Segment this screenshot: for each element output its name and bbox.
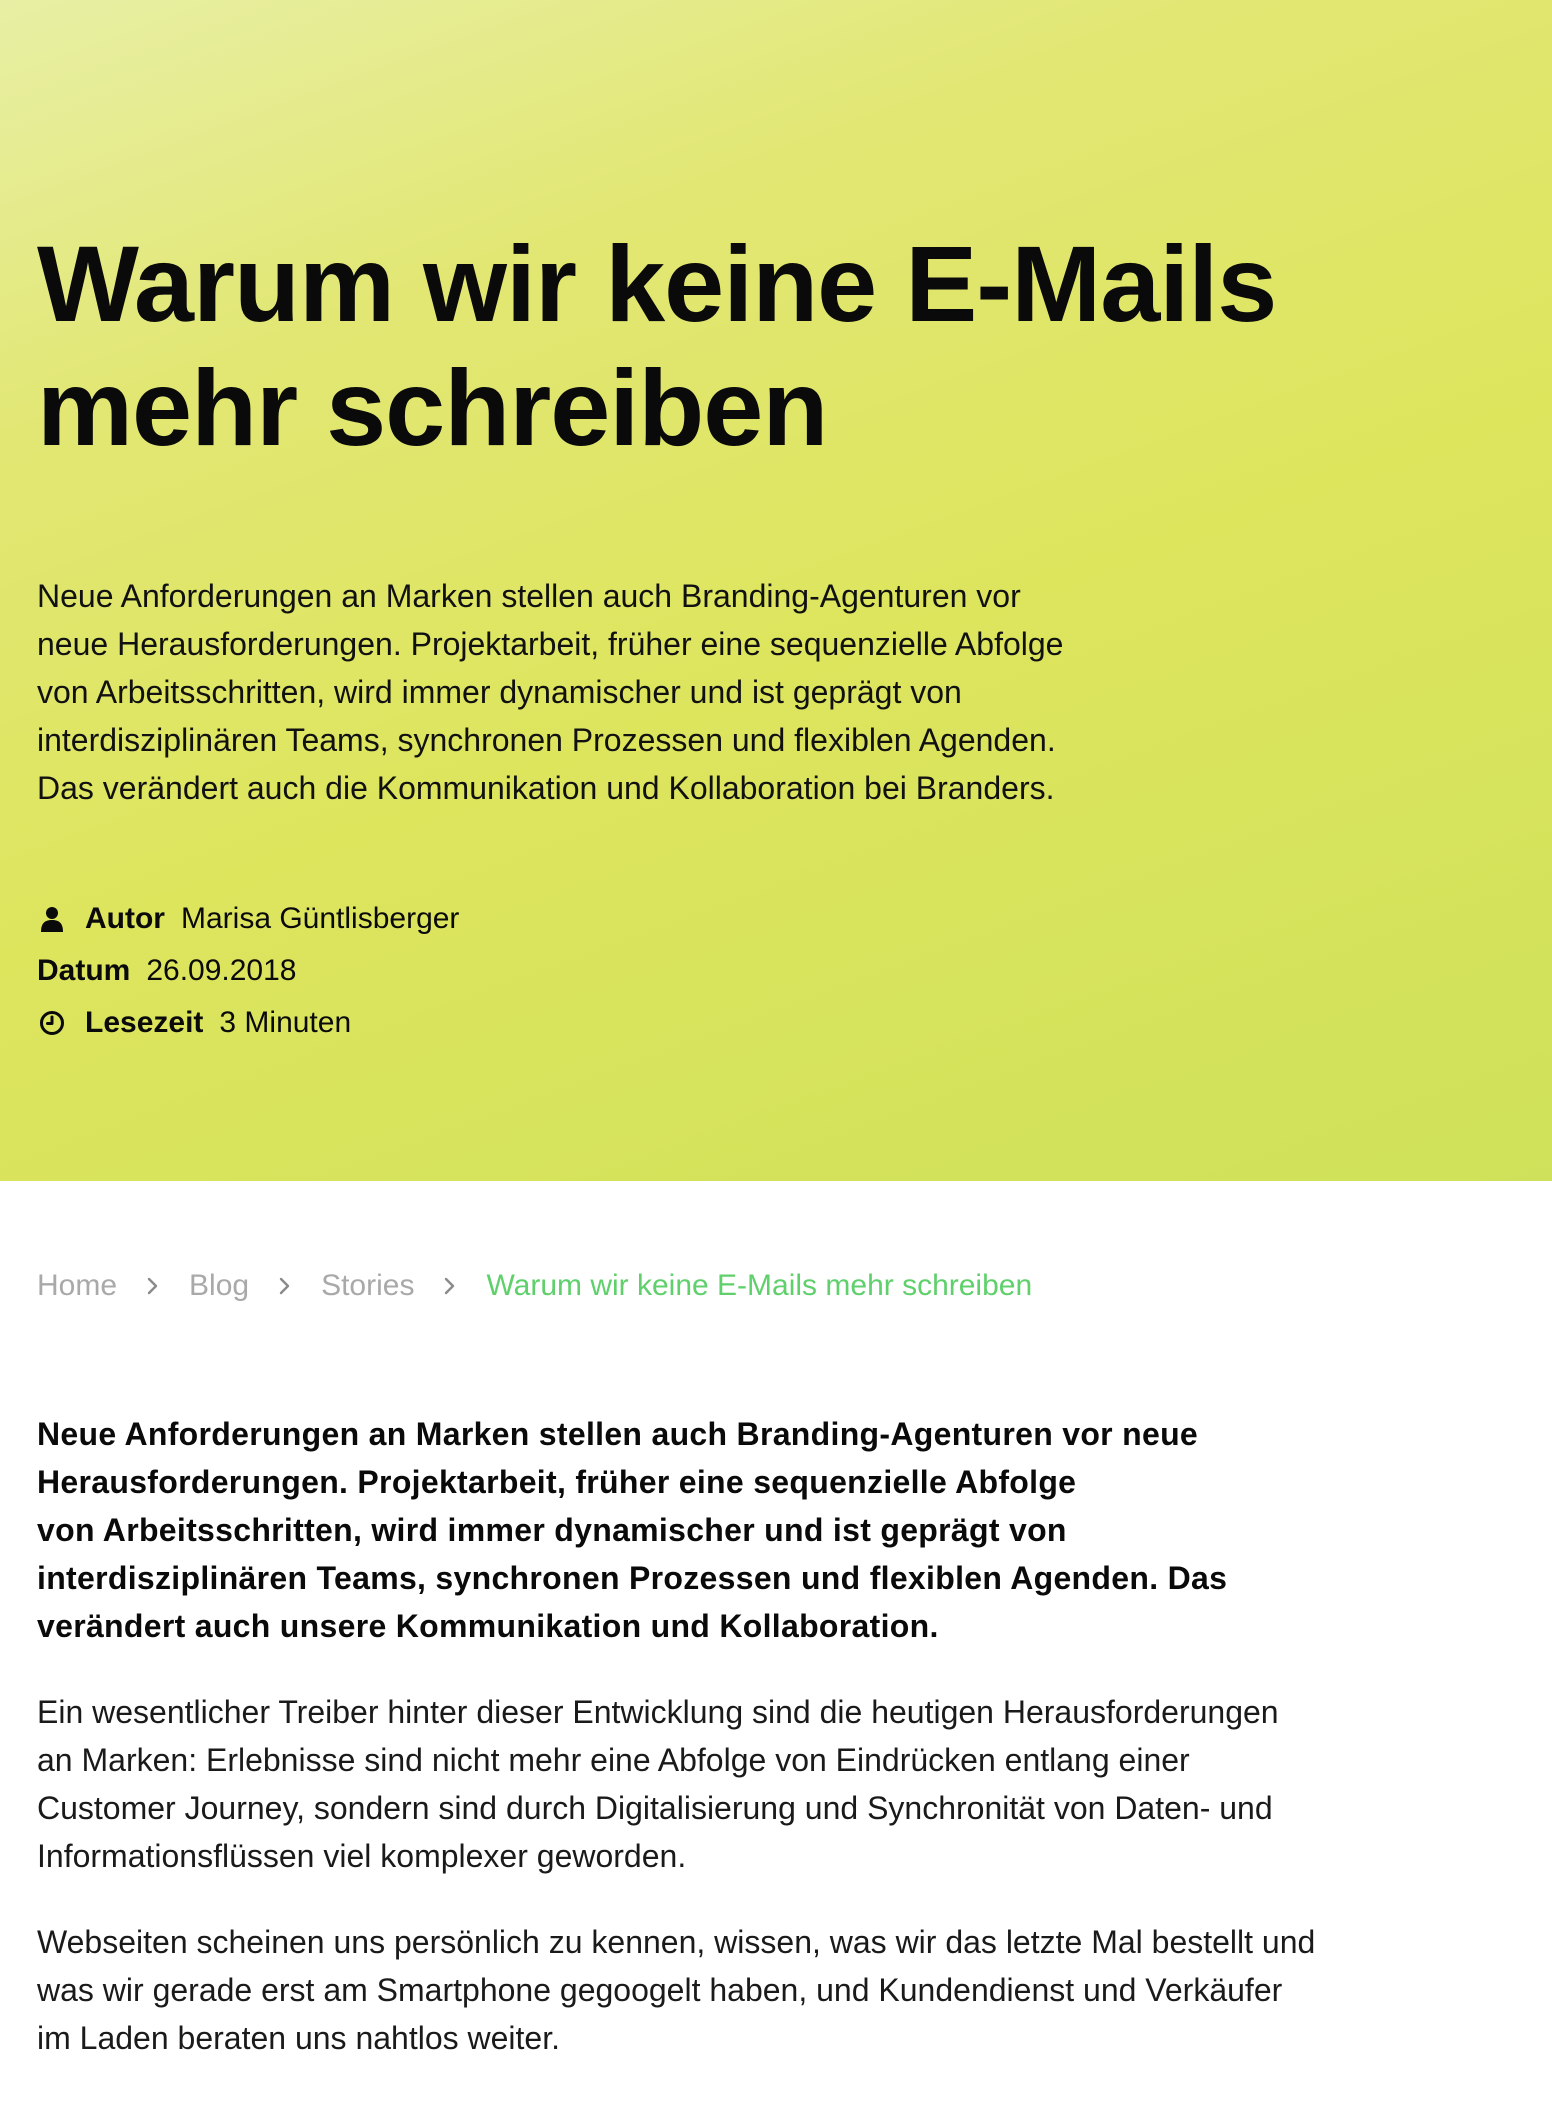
hero-intro-line: neue Herausforderungen. Projektarbeit, früher eine sequenzielle Abfolge xyxy=(37,626,1064,662)
article-lead-line: interdisziplinären Teams, synchronen Prozessen und flexiblen Agenden. Das xyxy=(37,1560,1228,1596)
meta-date-label: Datum xyxy=(37,954,131,987)
meta-reading-time xyxy=(37,997,937,1049)
meta-author-value: Marisa Güntlisberger xyxy=(180,902,460,935)
hero-intro-line: von Arbeitsschritten, wird immer dynamischer und ist geprägt von xyxy=(37,674,962,710)
breadcrumb-current: Warum wir keine E-Mails mehr schreiben xyxy=(486,1269,1033,1302)
article-lead-line: verändert auch unsere Kommunikation und Kollaboration. xyxy=(37,1608,939,1644)
article-lead-line: Neue Anforderungen an Marken stellen auch Branding-Agenturen vor neue xyxy=(37,1416,1199,1452)
breadcrumb-blog[interactable]: Blog xyxy=(189,1269,250,1302)
article-paragraph-line: Ein wesentlicher Treiber hinter dieser Entwicklung sind die heutigen Herausforderungen xyxy=(37,1694,1279,1730)
chevron-right-icon xyxy=(249,1262,321,1310)
article-paragraph-line: Informationsflüssen viel komplexer geworden. xyxy=(37,1838,687,1874)
page-title xyxy=(37,222,1517,470)
article-paragraph-line: im Laden beraten uns nahtlos weiter. xyxy=(37,2020,560,2056)
article-lead-line: Herausforderungen. Projektarbeit, früher eine sequenzielle Abfolge xyxy=(37,1464,1077,1500)
hero-intro xyxy=(37,572,1237,812)
meta-date-value: 26.09.2018 xyxy=(146,954,297,987)
article-paragraph xyxy=(37,1688,1517,1880)
meta-date xyxy=(37,945,937,997)
article-lead-line: von Arbeitsschritten, wird immer dynamischer und ist geprägt von xyxy=(37,1512,1067,1548)
article-paragraph xyxy=(37,1918,1517,2062)
article-paragraph-line: an Marken: Erlebnisse sind nicht mehr eine Abfolge von Eindrücken entlang einer xyxy=(37,1742,1190,1778)
chevron-right-icon xyxy=(414,1262,486,1310)
article-paragraph-line: Customer Journey, sondern sind durch Digitalisierung und Synchronität von Daten- und xyxy=(37,1790,1273,1826)
meta-reading-value: 3 Minuten xyxy=(219,1006,352,1039)
article-body xyxy=(37,1410,1517,2100)
hero-intro-line: interdisziplinären Teams, synchronen Prozessen und flexiblen Agenden. xyxy=(37,722,1056,758)
article-meta xyxy=(37,893,937,1049)
article-paragraph-line: was wir gerade erst am Smartphone gegoogelt haben, und Kundendienst und Verkäufer xyxy=(37,1972,1283,2008)
article-lead xyxy=(37,1410,1517,1650)
clock-icon xyxy=(37,1008,67,1038)
breadcrumb-stories[interactable]: Stories xyxy=(321,1269,415,1302)
page-title-line: Warum wir keine E-Mails xyxy=(37,223,1277,344)
meta-reading-label: Lesezeit xyxy=(85,1006,204,1039)
breadcrumb-home[interactable]: Home xyxy=(37,1269,118,1302)
chevron-right-icon xyxy=(117,1262,189,1310)
hero-intro-line: Das verändert auch die Kommunikation und Kollaboration bei Branders. xyxy=(37,770,1055,806)
meta-author-label: Autor xyxy=(85,902,165,935)
meta-author xyxy=(37,893,937,945)
breadcrumb xyxy=(37,1262,1032,1310)
article-paragraph-line: Webseiten scheinen uns persönlich zu kennen, wissen, was wir das letzte Mal bestellt und xyxy=(37,1924,1316,1960)
hero-intro-line: Neue Anforderungen an Marken stellen auch Branding-Agenturen vor xyxy=(37,578,1021,614)
page-title-line: mehr schreiben xyxy=(37,347,828,468)
user-icon xyxy=(37,904,67,934)
